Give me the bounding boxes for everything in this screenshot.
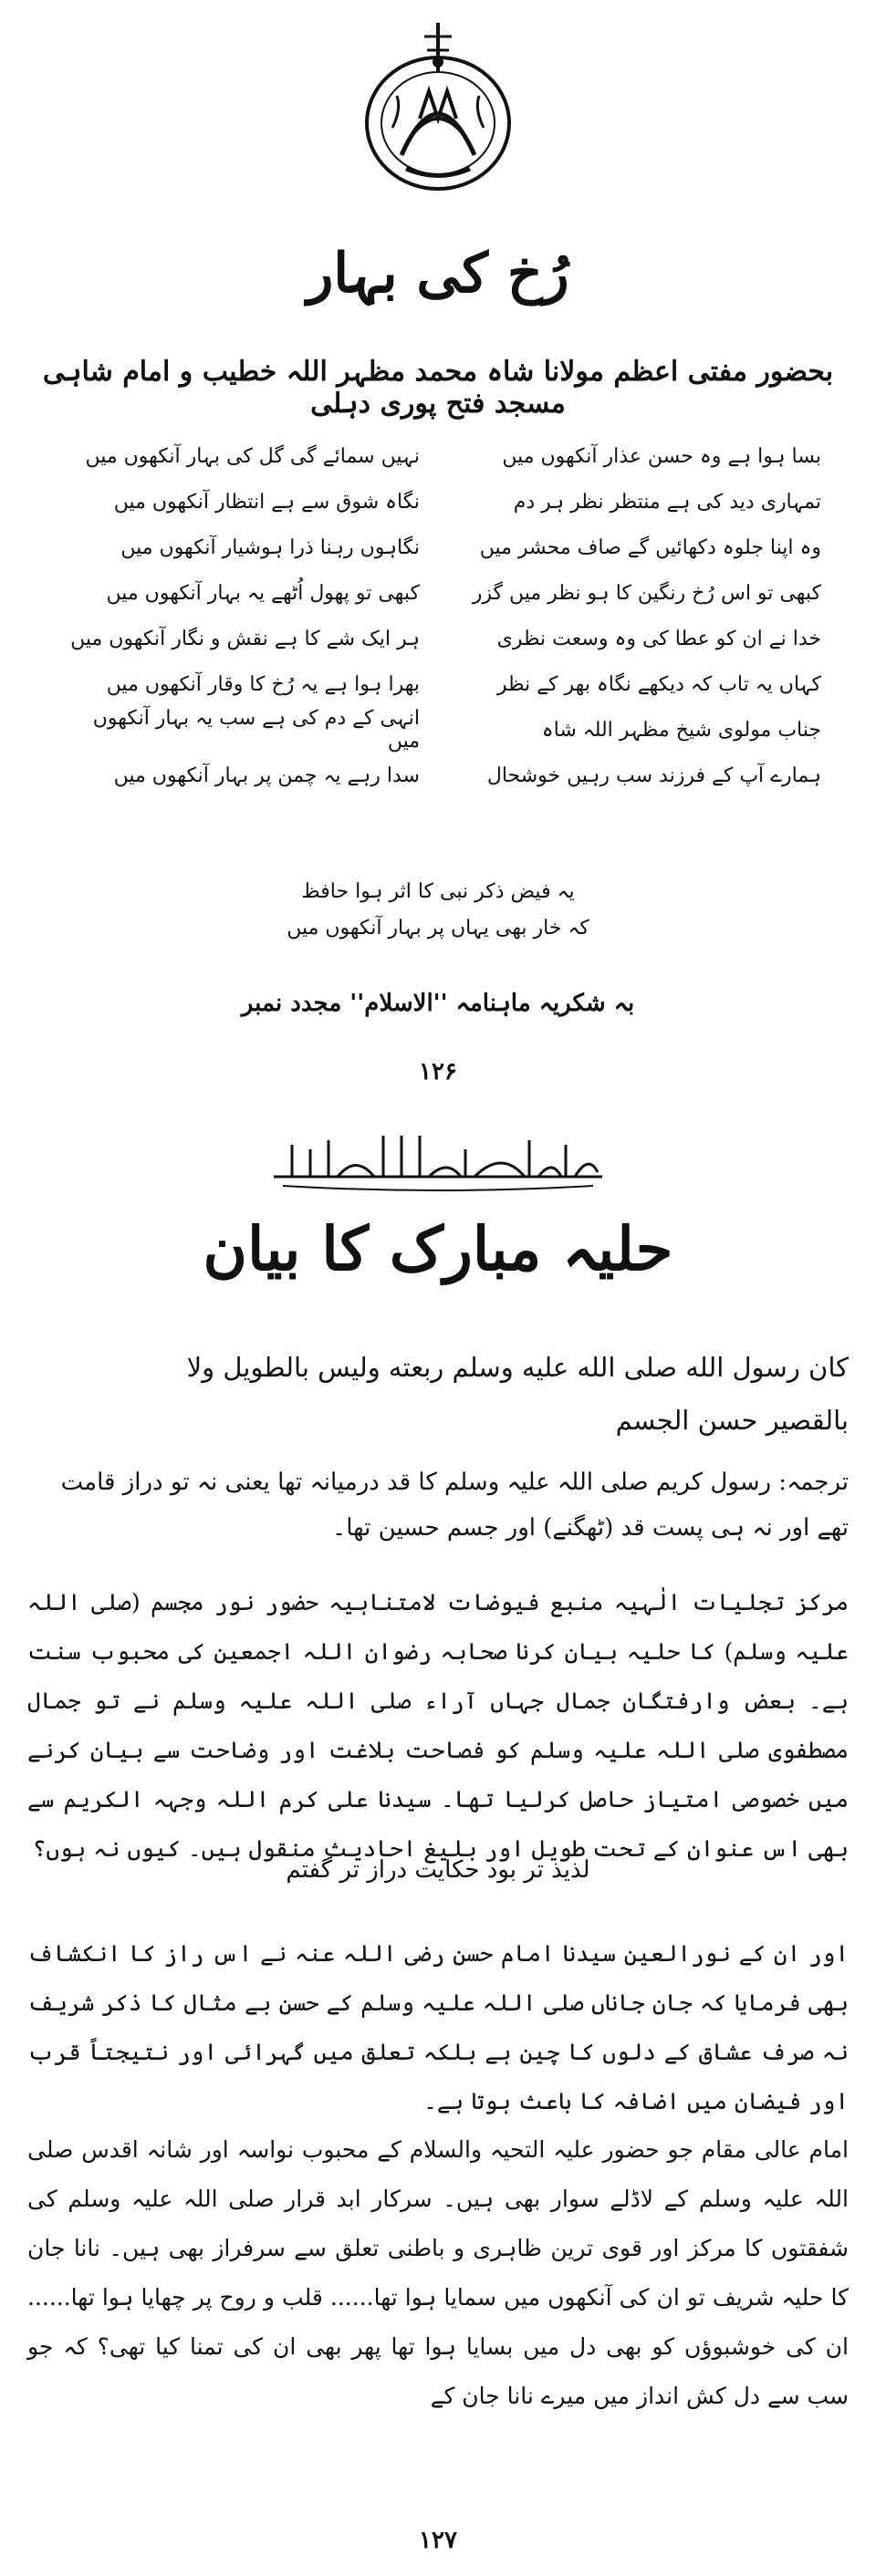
- poem-line-left: بھرا ہوا ہے یہ رُخ کا وقار آنکھوں میں: [106, 672, 420, 696]
- poem-line-right: کبھی تو اس رُخ رنگین کا ہو نظر میں گزر: [472, 581, 821, 605]
- page-number: ۱۲۷: [419, 2527, 457, 2554]
- section-title: حلیہ مبارک کا بیان: [203, 1213, 673, 1284]
- poem-line-left: نگاہ شوق سے ہے انتظار آنکھوں میں: [113, 490, 420, 514]
- poem-row: [55, 479, 821, 525]
- poem-line-left: انہی کے دم کی ہے سب یہ بہار آنکھوں میں: [92, 707, 420, 753]
- poem-line-right: تمہاری دید کی ہے منتظر نظر ہر دم: [513, 490, 821, 514]
- poem-grid: [55, 433, 821, 798]
- poem-title: رُخ کی بہار: [307, 242, 569, 306]
- poem-line-right: جناب مولوی شیخ مظہر اللہ شاہ: [541, 718, 821, 742]
- poem-row: [55, 616, 821, 661]
- page-number: ۱۲۶: [419, 1058, 457, 1085]
- poem-line-right: وہ اپنا جلوہ دکھائیں گے صاف محشر میں: [479, 535, 821, 559]
- poem-line-right: ہمارے آپ کے فرزند سب رہیں خوشحال: [486, 763, 821, 787]
- couplet-line: کہ خار بھی یہاں پر بہار آنکھوں میں: [287, 917, 589, 940]
- poem-line-left: سدا رہے یہ چمن پر بہار آنکھوں میں: [113, 763, 420, 787]
- poem-line-right: خدا نے ان کو عطا کی وہ وسعت نظری: [496, 627, 821, 650]
- couplet-line: یہ فیض ذکر نبی کا اثر ہوا حافظ: [301, 880, 575, 903]
- source-note: بہ شکریہ ماہنامہ ''الاسلام'' مجدد نمبر: [241, 990, 635, 1017]
- bismillah-calligraphy-icon: [256, 1122, 620, 1195]
- poem-line-left: نہیں سمائے گی گل کی بہار آنکھوں میں: [85, 444, 420, 468]
- hadith-line: بالقصير حسن الجسم: [615, 1405, 849, 1436]
- poem-row: [55, 707, 821, 753]
- poem-line-left: ہر ایک شے کا ہے نقش و نگار آنکھوں میں: [70, 627, 420, 650]
- calligraphy-seal-icon: [347, 18, 529, 201]
- body-paragraph: مرکز تجلیات الٰہیہ منبع فیوضات لامتناہیہ حضور نور مجسم (صلی اللہ علیہ وسلم) کا حلیہ بیان کرنا صحابہ رضوان اللہ اجمعین کی محبوب سنت ہے۔ بعض وارفتگان جمال جہاں آراء صلی اللہ علیہ وسلم نے تو جمال مصطفوی صلی اللہ علیہ وسلم کو فصاحت بلاغت اور وضاحت سے بیان کرنے میں خصوصی امتیاز حاصل کرلیا تھا۔ سیدنا علی کرم اللہ وجہہ الکریم سے بھی اس عنوان کے تحت طویل اور بلیغ احادیث منقول ہیں۔ کیوں نہ ہوں؟: [27, 1589, 849, 1862]
- poem-row: [55, 433, 821, 479]
- poem-row: [55, 661, 821, 707]
- body-paragraph: امام عالی مقام جو حضور علیہ التحیہ والسلام کے محبوب نواسہ اور شانہ اقدس صلی اللہ علیہ وسلم کے لاڈلے سوار بھی ہیں۔ سرکار ابد قرار صلی اللہ علیہ وسلم کی شفقتوں کا مرکز اور قوی ترین ظاہری و باطنی تعلق سے سرفراز بھی ہیں۔ نانا جان کا حلیہ شریف تو ان کی آنکھوں میں سمایا ہوا تھا...... قلب و روح پر چھایا ہوا تھا...... ان کی خوشبوؤں کو بھی دل میں بسایا ہوا تھا پھر بھی ان کی تمنا کیا تھی؟ کہ جو سب سے دل کش انداز میں میرے نانا جان کے: [27, 2136, 849, 2409]
- hadith-line: كان رسول الله صلى الله عليه وسلم ربعته وليس بالطويل ولا: [186, 1352, 849, 1383]
- persian-verse: لذیذ تر بود حکایت دراز تر گفتم: [286, 1856, 590, 1884]
- poem-line-left: کبھی تو پھول اُٹھے یہ بہار آنکھوں میں: [106, 581, 420, 605]
- hadith-arabic: [27, 1341, 849, 1447]
- closing-couplet: [201, 874, 675, 947]
- poem-author-line: بحضور مفتی اعظم مولانا شاہ محمد مظہر اللہ خطیب و امام شاہی مسجد فتح پوری دہلی: [42, 356, 834, 420]
- poem-row: [55, 525, 821, 570]
- poem-line-right: بسا ہوا ہے وہ حسن عذار آنکھوں میں: [502, 444, 821, 468]
- poem-line-right: کہاں یہ تاب کہ دیکھے نگاہ بھر کے نظر: [496, 672, 821, 696]
- poem-line-left: نگاہوں رہنا ذرا ہوشیار آنکھوں میں: [120, 535, 420, 559]
- poem-row: [55, 570, 821, 616]
- body-paragraph: اور ان کے نورالعین سیدنا امام حسن رضی اللہ عنہ نے اس راز کا انکشاف بھی فرمایا کہ جان جاناں صلی اللہ علیہ وسلم کے حسن بے مثال کا ذکر شریف نہ صرف عشاق کے دلوں کا چین ہے بلکہ تعلق میں گہرائی اور نتیجتاً قرب اور فیضان میں اضافہ کا باعث ہوتا ہے۔: [27, 1940, 849, 2114]
- poem-row: [55, 753, 821, 798]
- hadith-translation: ترجمہ: رسول کریم صلی اللہ علیہ وسلم کا قد درمیانہ تھا یعنی نہ تو دراز قامت تھے اور نہ ہی پست قد (ٹھگنے) اور جسم حسین تھا۔: [60, 1469, 849, 1542]
